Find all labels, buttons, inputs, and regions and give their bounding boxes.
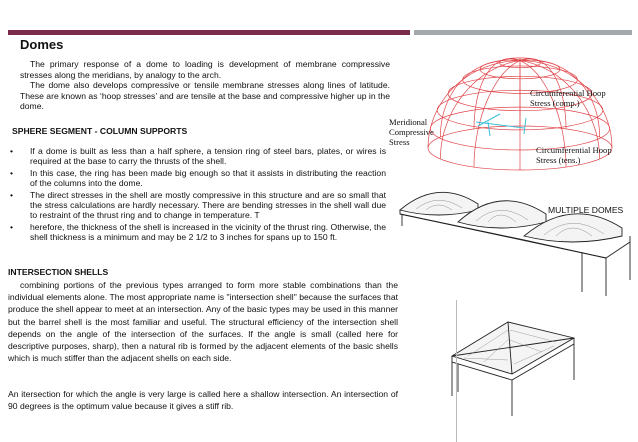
hoop-vector	[476, 122, 524, 128]
list-item: • If a dome is built as less than a half sphere, a tension ring of steel bars, plates, or wires is required at the base to carry the thrusts of the shell.	[10, 146, 386, 167]
circumferential-tens-label: Circumferential Hoop Stress (tens.)	[536, 145, 612, 165]
list-item: • In this case, the ring has been made big enough so that it assists in distributing the reaction of the columns into the dome.	[10, 167, 386, 189]
bullet-icon: •	[10, 167, 14, 178]
list-item: • The direct stresses in the shell are mostly compressive in this structure and are so small that the stress calculations are hardly necessary. There are bending stresses in the shell wall due to restraint of the thrust ring and to change in temperature. T	[10, 189, 386, 221]
multiple-domes-label: MULTIPLE DOMES	[548, 205, 624, 215]
intersection-paragraph-2: An itersection for which the angle is very large is called here a shallow intersection. An intersection of 90 degrees is the optimum value because it gives a stiff rib.	[8, 389, 398, 412]
meridian-line	[440, 61, 520, 159]
sphere-bullet-list	[10, 146, 386, 244]
circumferential-comp-label: Circumferential Hoop Stress (comp.)	[530, 88, 606, 108]
dome-stress-diagram	[420, 30, 620, 200]
multiple-domes-sketch	[396, 180, 634, 300]
bullet-icon: •	[10, 189, 14, 200]
title-bar-accent	[8, 30, 410, 35]
sphere-segment-heading: SPHERE SEGMENT - COLUMN SUPPORTS	[12, 126, 188, 136]
bullet-icon: •	[10, 221, 14, 232]
bullet-icon: •	[10, 146, 14, 156]
intersection-shell-sketch	[444, 300, 594, 418]
intersection-paragraph-1: combining portions of the previous types arranged to form more stable combinations than the individual elements alone. The most appropriate name is "intersection shell" because the surfaces that produce the shell appear to meet at an intersection. Any of the basic types may be used in this manner but the barrel shell is the most familiar and useful. The structural efficiency of the intersection shell depends on the angle of the intersection of the surfaces. If the angle is small (called here for descriptive purposes, sharp), then a natural rib is formed by the adjacent elements of the basic shells which is much stiffer than the adjacent shells on each side.	[8, 280, 398, 364]
intro-paragraph-1: The primary response of a dome to loading is development of membrane compressive stresses along the meridians, by analogy to the arch.	[20, 59, 390, 80]
meridional-label: Meridional Compressive Stress	[389, 117, 434, 147]
page-title: Domes	[20, 37, 64, 52]
list-item: • herefore, the thickness of the shell is increased in the vicinity of the thrust ring. Otherwise, the shell thickness is a minimum and may be 2 1/2 to 3 inches for spans up to 150 ft.	[10, 221, 386, 243]
margin-rule	[456, 300, 457, 442]
intersection-shells-heading: INTERSECTION SHELLS	[8, 267, 109, 277]
intro-paragraph-2: The dome also develops compressive or tensile membrane stresses along lines of latitude. These are known as ‘hoop stresses’ and are tensile at the base and compressive higher up in the dome.	[20, 80, 390, 112]
